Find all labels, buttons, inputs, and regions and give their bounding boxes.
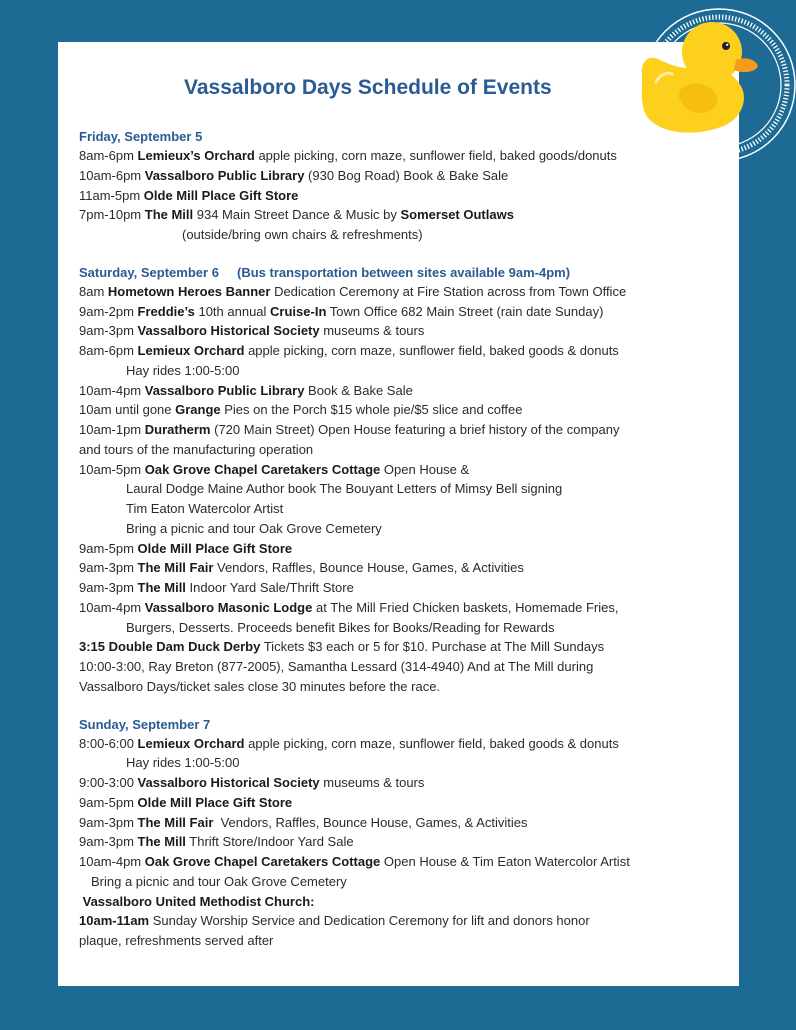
- sunday-heading: Sunday, September 7: [79, 716, 211, 732]
- saturday-line-8b: Laural Dodge Maine Author book The Bouyant Letters of Mimsy Bell signing: [126, 481, 563, 497]
- saturday-line-13b: 10:00-3:00, Ray Breton (877-2005), Samantha Lessard (314-4940) And at The Mill during: [79, 659, 594, 674]
- saturday-line-13: 3:15 Double Dam Duck Derby Tickets $3 each or 5 for $10. Purchase at The Mill Sundays: [79, 639, 605, 655]
- saturday-heading: Saturday, September 6 (Bus transportation between sites available 9am-4pm): [79, 264, 571, 280]
- saturday-line-12b: Burgers, Desserts. Proceeds benefit Bikes for Books/Reading for Rewards: [126, 619, 555, 635]
- page-title: Vassalboro Days Schedule of Events: [184, 76, 552, 99]
- schedule-page: [58, 42, 739, 986]
- saturday-line-5: 10am-4pm Vassalboro Public Library Book & Bake Sale: [79, 382, 413, 398]
- saturday-line-4: 8am-6pm Lemieux Orchard apple picking, corn maze, sunflower field, baked goods & donuts: [79, 343, 619, 358]
- friday-line-3: 11am-5pm Olde Mill Place Gift Store: [79, 187, 299, 203]
- sunday-line-8b: plaque, refreshments served after: [79, 933, 274, 948]
- saturday-line-13c: Vassalboro Days/ticket sales close 30 minutes before the race.: [79, 678, 441, 694]
- saturday-hayrides: Hay rides 1:00-5:00: [126, 362, 240, 378]
- sunday-line-4: 9am-3pm The Mill Fair Vendors, Raffles, Bounce House, Games, & Activities: [79, 814, 528, 830]
- saturday-line-3: 9am-3pm Vassalboro Historical Society museums & tours: [79, 323, 425, 339]
- friday-line-2: 10am-6pm Vassalboro Public Library (930 Bog Road) Book & Bake Sale: [79, 167, 509, 183]
- saturday-line-2: 9am-2pm Freddie’s 10th annual Cruise-In Town Office 682 Main Street (rain date Sunday): [79, 303, 604, 319]
- sunday-line-5: 9am-3pm The Mill Thrift Store/Indoor Yard Sale: [79, 834, 354, 850]
- sunday-line-6: 10am-4pm Oak Grove Chapel Caretakers Cottage Open House & Tim Eaton Watercolor Artist: [79, 854, 630, 869]
- sunday-line-3: 9am-5pm Olde Mill Place Gift Store: [79, 794, 293, 810]
- saturday-line-6: 10am until gone Grange Pies on the Porch $15 whole pie/$5 slice and coffee: [79, 402, 523, 418]
- saturday-line-10: 9am-3pm The Mill Fair Vendors, Raffles, Bounce House, Games, & Activities: [79, 560, 524, 576]
- sunday-line-1: 8:00-6:00 Lemieux Orchard apple picking, corn maze, sunflower field, baked goods & donuts: [79, 735, 619, 751]
- saturday-line-12: 10am-4pm Vassalboro Masonic Lodge at The Mill Fried Chicken baskets, Homemade Fries,: [79, 599, 619, 615]
- bus-note: (Bus transportation between sites available 9am-4pm): [236, 264, 571, 280]
- friday-note: (outside/bring own chairs & refreshments): [182, 227, 423, 242]
- saturday-line-8: 10am-5pm Oak Grove Chapel Caretakers Cottage Open House &: [79, 461, 470, 477]
- saturday-line-8d: Bring a picnic and tour Oak Grove Cemetery: [126, 520, 382, 536]
- saturday-line-7: 10am-1pm Duratherm (720 Main Street) Open House featuring a brief history of the company: [79, 422, 620, 437]
- rubber-duck-icon: [634, 10, 764, 140]
- saturday-line-8c: Tim Eaton Watercolor Artist: [126, 501, 284, 516]
- sunday-hayrides: Hay rides 1:00-5:00: [126, 755, 240, 771]
- saturday-line-7b: and tours of the manufacturing operation: [79, 441, 314, 457]
- friday-line-4: 7pm-10pm The Mill 934 Main Street Dance & Music by Somerset Outlaws: [79, 207, 514, 223]
- saturday-line-1: 8am Hometown Heroes Banner Dedication Ceremony at Fire Station across from Town Office: [79, 283, 627, 299]
- saturday-line-9: 9am-5pm Olde Mill Place Gift Store: [79, 540, 293, 556]
- sunday-line-2: 9:00-3:00 Vassalboro Historical Society museums & tours: [79, 775, 425, 790]
- sunday-church: Vassalboro United Methodist Church:: [79, 893, 315, 909]
- sunday-line-6b: Bring a picnic and tour Oak Grove Cemetery: [91, 873, 347, 889]
- saturday-line-11: 9am-3pm The Mill Indoor Yard Sale/Thrift Store: [79, 580, 354, 595]
- friday-line-1: 8am-6pm Lemieux’s Orchard apple picking, corn maze, sunflower field, baked goods/donuts: [79, 148, 617, 163]
- friday-heading: Friday, September 5: [79, 129, 203, 144]
- sunday-line-8: 10am-11am Sunday Worship Service and Dedication Ceremony for lift and donors honor: [79, 913, 590, 929]
